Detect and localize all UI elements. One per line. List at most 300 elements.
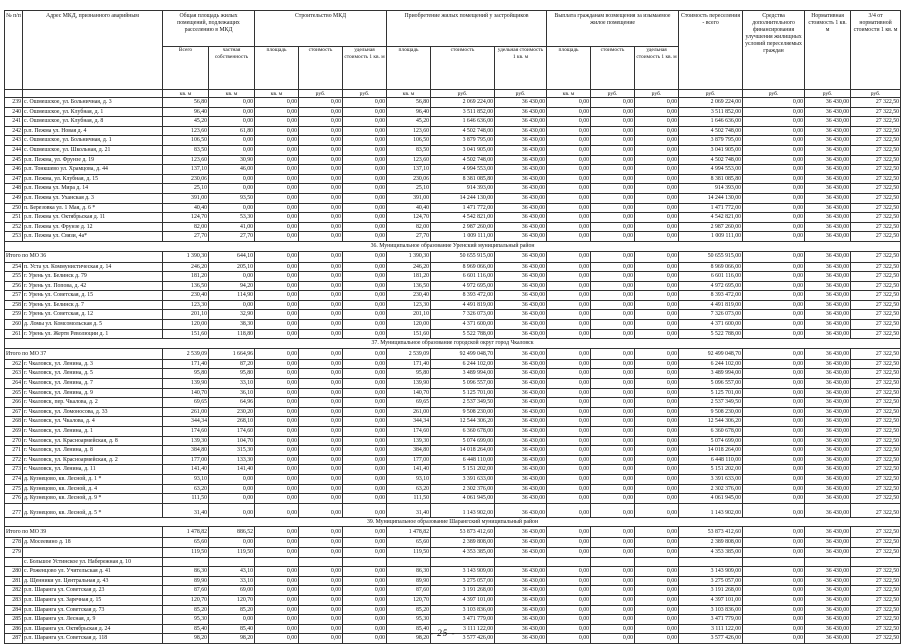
cell: 27 322,50 [851,624,901,634]
cell: 36 430,00 [495,300,547,310]
cell: 0,00 [343,427,387,437]
cell: 36 430,00 [805,232,851,242]
cell: 0,00 [547,538,591,548]
cell: 0,00 [343,465,387,475]
cell: 36 430,00 [805,117,851,127]
cell: 36 430,00 [495,436,547,446]
cell: 27 322,50 [851,465,901,475]
address-cell: г. Чкаловск, ул. Ленина, д. 9 [23,388,163,398]
cell: 0,00 [547,213,591,223]
row-number: 274 [5,474,23,484]
cell: 0,00 [299,329,343,339]
cell: 27 322,50 [851,300,901,310]
cell: 0,00 [209,272,255,282]
cell: 0,00 [299,455,343,465]
cell: 0,00 [255,262,299,272]
cell: 36 430,00 [495,291,547,301]
address-cell: п. Уста ул. Коммунистическая д. 14 [23,262,163,272]
row-number: 259 [5,310,23,320]
cell: 0,00 [591,615,635,625]
cell: 0,00 [547,427,591,437]
sub-total: Всего [163,47,209,90]
unit-cell: кв. м [547,90,591,98]
cell: 89,90 [163,576,209,586]
cell: 4 061 945,00 [679,494,743,504]
cell: 0,00 [209,503,255,517]
cell: 0,00 [547,145,591,155]
row-number: 287 [5,634,23,644]
cell: 3 041 905,00 [679,145,743,155]
cell: 0,00 [255,484,299,494]
address-cell: г. Чкаловск, ул. Красноармейская, д. 2 [23,455,163,465]
cell: 36 430,00 [495,494,547,504]
cell: 0,00 [209,538,255,548]
cell: 174,60 [387,427,431,437]
cell: 0,00 [743,586,805,596]
cell: 0,00 [635,474,679,484]
cell: 0,00 [743,474,805,484]
cell: 36 430,00 [495,615,547,625]
cell: 0,00 [255,272,299,282]
address-cell: г. Урень ул. Белинск д. 79 [23,272,163,282]
cell: 36 430,00 [805,291,851,301]
cell: 4 491 819,00 [679,300,743,310]
row-number: 240 [5,107,23,117]
cell: 230,40 [163,291,209,301]
address-cell: д. Кузнецово, кв. Лесной, д. 1 * [23,474,163,484]
cell: 0,00 [255,527,299,538]
address-cell: р.п. Пежма ул. Мира д. 14 [23,184,163,194]
address-cell: д. Кузнецово, кв. Лесной, д. 5 * [23,503,163,517]
cell: 0,00 [255,634,299,644]
cell: 1 390,30 [387,251,431,262]
row-number: 245 [5,155,23,165]
cell: 27 322,50 [851,436,901,446]
subtotal-row [5,527,901,538]
cell: 36 430,00 [495,107,547,117]
cell: 0,00 [743,484,805,494]
cell: 7 326 073,00 [679,310,743,320]
cell: 0,00 [547,232,591,242]
cell: 56,80 [387,98,431,108]
row-number: 280 [5,567,23,577]
cell: 0,00 [255,203,299,213]
cell: 36 430,00 [495,576,547,586]
cell: 0,00 [743,232,805,242]
address-cell: д. Кузнецово, кв. Лесной, д. 4 [23,484,163,494]
subtotal-row [5,251,901,262]
cell: 106,50 [163,136,209,146]
cell [743,557,805,567]
cell: 0,00 [343,436,387,446]
cell: 0,00 [547,379,591,389]
table-row [5,300,901,310]
cell: 4 502 748,00 [679,155,743,165]
cell: 27 322,50 [851,203,901,213]
cell: 36 430,00 [495,586,547,596]
cell: 53 873 412,60 [679,527,743,538]
row-number: 261 [5,329,23,339]
cell: 0,00 [209,494,255,504]
table-row [5,262,901,272]
cell: 384,80 [387,446,431,456]
address-cell [23,547,163,557]
cell: 0,00 [743,136,805,146]
cell: 0,00 [547,624,591,634]
cell: 36 430,00 [495,455,547,465]
cell: 0,00 [343,193,387,203]
unit-cell: руб. [495,90,547,98]
cell: 3 471 779,00 [431,615,495,625]
cell: 0,00 [343,145,387,155]
cell: 123,60 [387,155,431,165]
cell: 111,50 [387,494,431,504]
cell [209,557,255,567]
cell: 33,10 [209,379,255,389]
cell: 0,00 [635,126,679,136]
cell: 0,00 [635,527,679,538]
cell: 36 430,00 [805,379,851,389]
cell: 886,52 [209,527,255,538]
cell: 0,00 [635,329,679,339]
cell: 0,00 [547,291,591,301]
cell: 0,00 [635,213,679,223]
cell: 0,00 [299,98,343,108]
cell: 36 430,00 [805,465,851,475]
address-cell: р.п. Шаранга ул. Октябрьская д. 24 [23,624,163,634]
cell: 2 389 808,00 [679,538,743,548]
cell: 0,00 [299,484,343,494]
cell: 25,10 [387,184,431,194]
cell: 98,20 [209,634,255,644]
cell: 0,00 [591,193,635,203]
cell: 0,00 [547,586,591,596]
cell: 36 430,00 [805,262,851,272]
cell: 92 499 048,70 [431,348,495,359]
cell: 27 322,50 [851,291,901,301]
address-cell: с. Ошмешское, ул. Школьная, д. 21 [23,145,163,155]
cell: 27 322,50 [851,538,901,548]
cell: 0,00 [547,348,591,359]
subtotal-label: Итого по МО 36 [5,251,163,262]
cell: 8 393 472,00 [431,291,495,301]
row-number: 266 [5,398,23,408]
cell [805,557,851,567]
cell: 85,20 [387,605,431,615]
address-cell: г. Чкаловск, ул. Ленина, д. 5 [23,369,163,379]
cell: 0,00 [635,320,679,330]
unit-cell: кв. м [387,90,431,98]
cell: 4 371 600,00 [431,320,495,330]
cell: 36 430,00 [495,595,547,605]
cell: 1 478,82 [163,527,209,538]
cell: 0,00 [299,567,343,577]
cell: 14 244 130,00 [679,193,743,203]
cell: 3 511 852,00 [431,107,495,117]
cell: 36 430,00 [805,484,851,494]
cell: 0,00 [591,165,635,175]
cell: 95,80 [387,369,431,379]
cell: 36 430,00 [805,615,851,625]
cell: 0,00 [743,213,805,223]
cell: 0,00 [547,203,591,213]
cell: 69,65 [163,398,209,408]
cell: 181,20 [163,272,209,282]
cell: 36 430,00 [495,281,547,291]
cell: 0,00 [547,547,591,557]
row-number: 272 [5,455,23,465]
cell: 201,10 [387,310,431,320]
cell: 914 393,00 [679,184,743,194]
cell: 0,00 [255,155,299,165]
cell: 0,00 [591,576,635,586]
cell: 0,00 [255,117,299,127]
cell: 0,00 [299,117,343,127]
cell: 4 972 695,00 [431,281,495,291]
cell: 0,00 [299,624,343,634]
cell: 1 478,82 [387,527,431,538]
cell: 0,00 [591,465,635,475]
cell: 0,00 [635,503,679,517]
cell: 0,00 [343,165,387,175]
cell: 133,30 [209,455,255,465]
address-cell: р.п. Шаранга ул. Советская д. 73 [23,605,163,615]
table-row [5,427,901,437]
cell: 2 987 260,00 [679,222,743,232]
cell: 65,60 [163,538,209,548]
cell: 27,70 [163,232,209,242]
cell: 0,00 [743,145,805,155]
cell: 0,00 [299,407,343,417]
cell: 0,00 [299,379,343,389]
cell: 3 041 905,00 [431,145,495,155]
cell: 0,00 [635,193,679,203]
cell: 1 143 902,00 [431,503,495,517]
table-body [5,98,901,644]
row-number: 260 [5,320,23,330]
cell: 32,90 [209,310,255,320]
cell: 36 430,00 [495,222,547,232]
sub-area: площадь [255,47,299,90]
cell: 1 471 772,00 [679,203,743,213]
cell: 0,00 [743,281,805,291]
row-number: 268 [5,417,23,427]
cell: 0,00 [255,446,299,456]
cell: 36 430,00 [495,98,547,108]
cell: 0,00 [209,203,255,213]
cell: 0,00 [255,624,299,634]
cell: 0,00 [547,310,591,320]
cell: 0,00 [255,494,299,504]
cell: 36 430,00 [805,567,851,577]
cell: 2 539,09 [163,348,209,359]
cell: 0,00 [547,465,591,475]
cell: 0,00 [591,136,635,146]
cell: 0,00 [343,567,387,577]
cell: 36 430,00 [495,446,547,456]
cell: 36 430,00 [495,503,547,517]
cell: 0,00 [255,222,299,232]
cell: 0,00 [547,107,591,117]
cell: 36 430,00 [805,174,851,184]
cell: 171,40 [387,359,431,369]
cell: 0,00 [591,398,635,408]
cell: 120,00 [387,320,431,330]
table-row [5,291,901,301]
cell: 0,00 [299,586,343,596]
cell: 93,50 [209,193,255,203]
cell: 8 381 085,80 [431,174,495,184]
cell: 0,00 [635,398,679,408]
section-title: 36. Муниципальное образование Уренский муниципальный район [5,241,901,251]
cell: 0,00 [591,329,635,339]
sub-cost: стоимость [431,47,495,90]
cell: 36 430,00 [805,547,851,557]
cell: 3 391 633,00 [431,474,495,484]
cell: 120,70 [387,595,431,605]
cell: 0,00 [547,117,591,127]
cell: 36 430,00 [805,388,851,398]
cell: 36 430,00 [495,329,547,339]
unit-cell: руб. [743,90,805,98]
unit-cell: руб. [343,90,387,98]
cell: 27 322,50 [851,595,901,605]
cell: 0,00 [343,136,387,146]
cell: 0,00 [343,329,387,339]
cell: 3 879 795,00 [679,136,743,146]
cell: 27 322,50 [851,107,901,117]
cell: 27 322,50 [851,359,901,369]
cell: 36 430,00 [495,474,547,484]
unit-cell: руб. [431,90,495,98]
cell: 0,00 [547,222,591,232]
cell: 82,00 [387,222,431,232]
cell: 27 322,50 [851,388,901,398]
cell: 0,00 [343,455,387,465]
cell: 4 542 821,00 [431,213,495,223]
table-row [5,407,901,417]
cell: 89,90 [387,576,431,586]
cell: 0,00 [343,417,387,427]
cell: 27 322,50 [851,398,901,408]
cell: 4 491 819,00 [431,300,495,310]
cell: 4 502 748,00 [431,155,495,165]
cell: 0,00 [635,494,679,504]
cell: 65,60 [387,538,431,548]
cell: 98,20 [387,634,431,644]
row-number: 279 [5,547,23,557]
cell: 0,00 [591,291,635,301]
cell: 0,00 [343,474,387,484]
page-number: - 25 - [430,628,456,638]
cell: 0,00 [255,291,299,301]
address-cell: р.п. Шаранга ул. Лесная, д. 9 [23,615,163,625]
cell: 0,00 [343,222,387,232]
col-three-quarters-header: 3/4 от нормативной стоимости 1 кв. м [851,11,901,90]
cell: 315,30 [209,446,255,456]
cell: 6 244 102,00 [679,359,743,369]
cell: 27 322,50 [851,174,901,184]
cell: 36 430,00 [805,474,851,484]
row-number: 252 [5,222,23,232]
cell: 36 430,00 [805,427,851,437]
cell: 0,00 [635,98,679,108]
cell: 92 499 048,70 [679,348,743,359]
cell: 230,06 [163,174,209,184]
cell: 1 646 636,00 [431,117,495,127]
cell: 0,00 [743,398,805,408]
cell: 83,50 [163,145,209,155]
cell: 0,00 [547,300,591,310]
cell: 0,00 [209,174,255,184]
address-cell: г. Урень ул. Советская, д. 15 [23,291,163,301]
cell: 0,00 [635,465,679,475]
cell: 0,00 [343,232,387,242]
sub-cost: стоимость [591,47,635,90]
cell: 86,30 [163,567,209,577]
cell: 9 508 230,00 [431,407,495,417]
cell: 0,00 [209,145,255,155]
cell: 6 448 110,00 [431,455,495,465]
subtotal-row [5,348,901,359]
cell: 36 430,00 [805,527,851,538]
cell: 0,00 [299,107,343,117]
cell: 27 322,50 [851,527,901,538]
cell: 0,00 [547,455,591,465]
address-cell: с. Большое Устинское ул. Набережная д. 10 [23,557,163,567]
address-cell: р.п. Шаранга ул. Советская д. 23 [23,586,163,596]
cell: 98,20 [163,634,209,644]
cell: 0,00 [743,193,805,203]
row-number: 270 [5,436,23,446]
cell: 0,00 [209,136,255,146]
row-number: 281 [5,576,23,586]
cell: 0,00 [743,634,805,644]
cell: 27 322,50 [851,427,901,437]
address-cell: г. Чкаловск, ул. Ленина, д. 11 [23,465,163,475]
cell: 0,00 [299,320,343,330]
cell: 0,00 [255,213,299,223]
cell: 0,00 [343,576,387,586]
cell: 0,00 [591,586,635,596]
cell: 0,00 [299,126,343,136]
cell: 1 143 902,00 [679,503,743,517]
cell: 36 430,00 [805,184,851,194]
cell: 30,90 [209,155,255,165]
cell: 0,00 [591,634,635,644]
address-cell: г. Урень ул. Советская, д. 12 [23,310,163,320]
cell: 0,00 [255,605,299,615]
cell: 27,70 [209,232,255,242]
table-row [5,136,901,146]
cell: 137,10 [163,165,209,175]
cell: 0,00 [343,98,387,108]
cell: 12 544 306,20 [679,417,743,427]
cell: 46,00 [209,165,255,175]
table-row [5,117,901,127]
row-number: 242 [5,126,23,136]
cell: 87,20 [209,359,255,369]
cell: 0,00 [591,446,635,456]
cell: 261,00 [163,407,209,417]
cell: 7 326 073,00 [431,310,495,320]
cell: 118,80 [209,329,255,339]
row-number: 286 [5,624,23,634]
cell: 1 664,96 [209,348,255,359]
cell: 86,30 [387,567,431,577]
row-number [5,557,23,567]
cell: 36 430,00 [805,136,851,146]
